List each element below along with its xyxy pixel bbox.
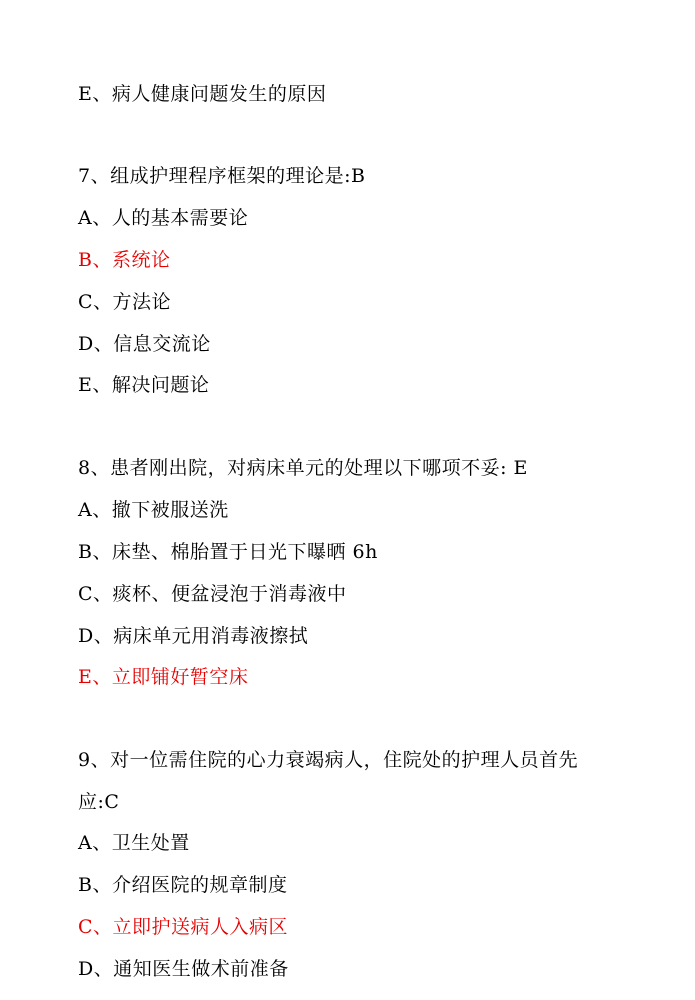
- question-7-option-e: E、解决问题论: [78, 374, 210, 396]
- question-8-text: 8、患者刚出院，对病床单元的处理以下哪项不妥: E: [78, 457, 528, 479]
- question-9-option-c-answer: C、立即护送病人入病区: [78, 916, 289, 938]
- question-9-text-line-1: 9、对一位需住院的心力衰竭病人，住院处的护理人员首先: [78, 749, 579, 771]
- question-8-option-b: B、床垫、棉胎置于日光下曝晒 6h: [78, 541, 378, 563]
- question-7-option-a: A、人的基本需要论: [78, 207, 249, 229]
- question-7-text: 7、组成护理程序框架的理论是:B: [78, 165, 366, 187]
- question-9-option-b: B、介绍医院的规章制度: [78, 874, 288, 896]
- question-7-option-d: D、信息交流论: [78, 333, 211, 355]
- question-7-option-b-answer: B、系统论: [78, 249, 171, 271]
- question-7-option-c: C、方法论: [78, 291, 172, 313]
- question-9-text-line-2: 应:C: [78, 791, 120, 813]
- question-8-option-a: A、撤下被服送洗: [78, 499, 229, 521]
- question-8-option-e-answer: E、立即铺好暂空床: [78, 666, 249, 688]
- question-8-option-d: D、病床单元用消毒液擦拭: [78, 625, 309, 647]
- question-9-option-a: A、卫生处置: [78, 832, 190, 854]
- prev-question-option-e: E、病人健康问题发生的原因: [78, 83, 327, 105]
- question-9-option-d: D、通知医生做术前准备: [78, 958, 289, 980]
- question-8-option-c: C、痰杯、便盆浸泡于消毒液中: [78, 583, 347, 605]
